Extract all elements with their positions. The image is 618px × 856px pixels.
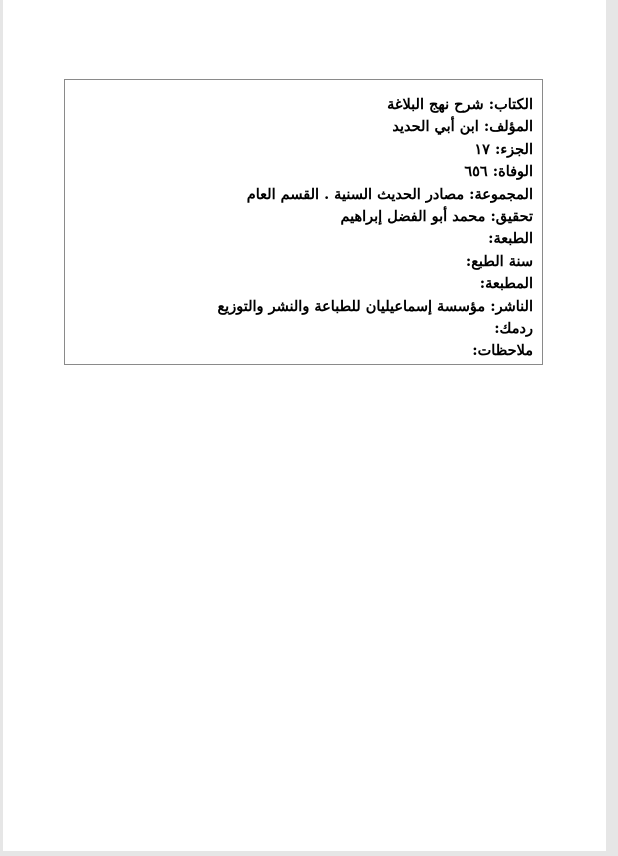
metadata-row-author — [74, 116, 533, 138]
metadata-value: مؤسسة إسماعيليان للطباعة والنشر والتوزيع — [217, 297, 486, 315]
metadata-row-print-year — [74, 251, 533, 273]
metadata-label: الوفاة: — [492, 163, 533, 181]
metadata-label: الناشر: — [490, 297, 533, 315]
metadata-row-edition — [74, 228, 533, 250]
metadata-value: مصادر الحديث السنية . القسم العام — [246, 185, 465, 203]
document-page — [3, 0, 606, 851]
metadata-row-isbn — [74, 318, 533, 340]
metadata-value: ١٧ — [474, 140, 490, 158]
metadata-row-press — [74, 273, 533, 295]
metadata-value: محمد أبو الفضل إبراهيم — [340, 207, 486, 225]
metadata-label: المطبعة: — [479, 275, 533, 293]
metadata-label: ملاحظات: — [472, 342, 533, 360]
metadata-label: الجزء: — [495, 140, 533, 158]
metadata-row-editor — [74, 206, 533, 228]
metadata-value: ابن أبي الحديد — [392, 118, 479, 136]
metadata-row-notes — [74, 340, 533, 362]
scrollbar-track[interactable] — [606, 0, 618, 856]
metadata-label: تحقيق: — [490, 207, 533, 225]
metadata-label: الكتاب: — [488, 96, 533, 113]
metadata-row-volume — [74, 139, 533, 161]
metadata-label: الطبعة: — [488, 230, 533, 248]
metadata-row-collection — [74, 184, 533, 206]
book-metadata-box — [64, 79, 543, 365]
metadata-row-book — [74, 94, 533, 116]
metadata-label: ردمك: — [494, 319, 533, 337]
metadata-value: شرح نهج البلاغة — [387, 96, 484, 113]
metadata-label: سنة الطبع: — [465, 252, 533, 270]
metadata-value: ٦٥٦ — [464, 163, 488, 181]
metadata-row-death — [74, 161, 533, 183]
metadata-label: المجموعة: — [469, 185, 533, 203]
metadata-label: المؤلف: — [483, 118, 533, 136]
metadata-row-publisher — [74, 296, 533, 318]
